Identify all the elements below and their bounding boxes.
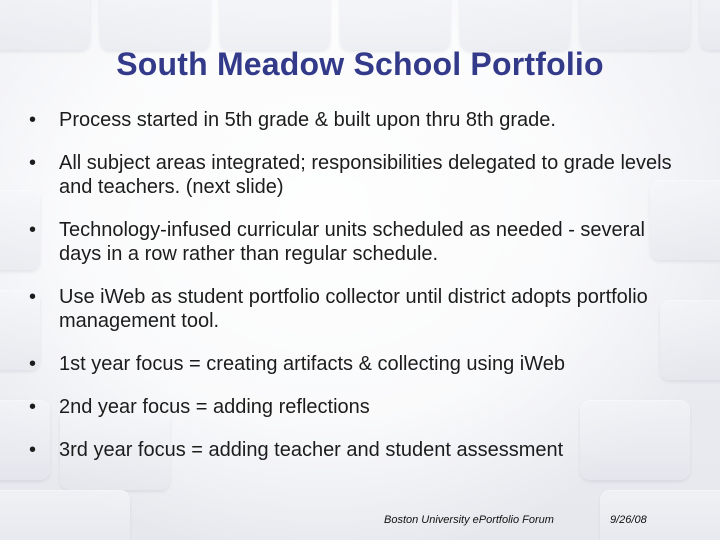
bullet-item: • 1st year focus = creating artifacts & collecting using iWeb [28,352,688,376]
footer-date: 9/26/08 [610,514,647,526]
slide-title: South Meadow School Portfolio [116,46,604,82]
bullet-item: • Technology-infused curricular units scheduled as needed - several days in a row rather than regular schedule. [28,218,688,266]
bullet-list [28,108,688,481]
footer-source: Boston University ePortfolio Forum [384,514,554,526]
slide-footer [384,514,647,526]
bullet-item: • Process started in 5th grade & built upon thru 8th grade. [28,108,688,132]
bullet-item: • 3rd year focus = adding teacher and student assessment [28,438,688,462]
bullet-item: • Use iWeb as student portfolio collector until district adopts portfolio management tool. [28,285,688,333]
bullet-item: • 2nd year focus = adding reflections [28,395,688,419]
bullet-item: • All subject areas integrated; responsibilities delegated to grade levels and teachers. (next slide) [28,151,688,199]
